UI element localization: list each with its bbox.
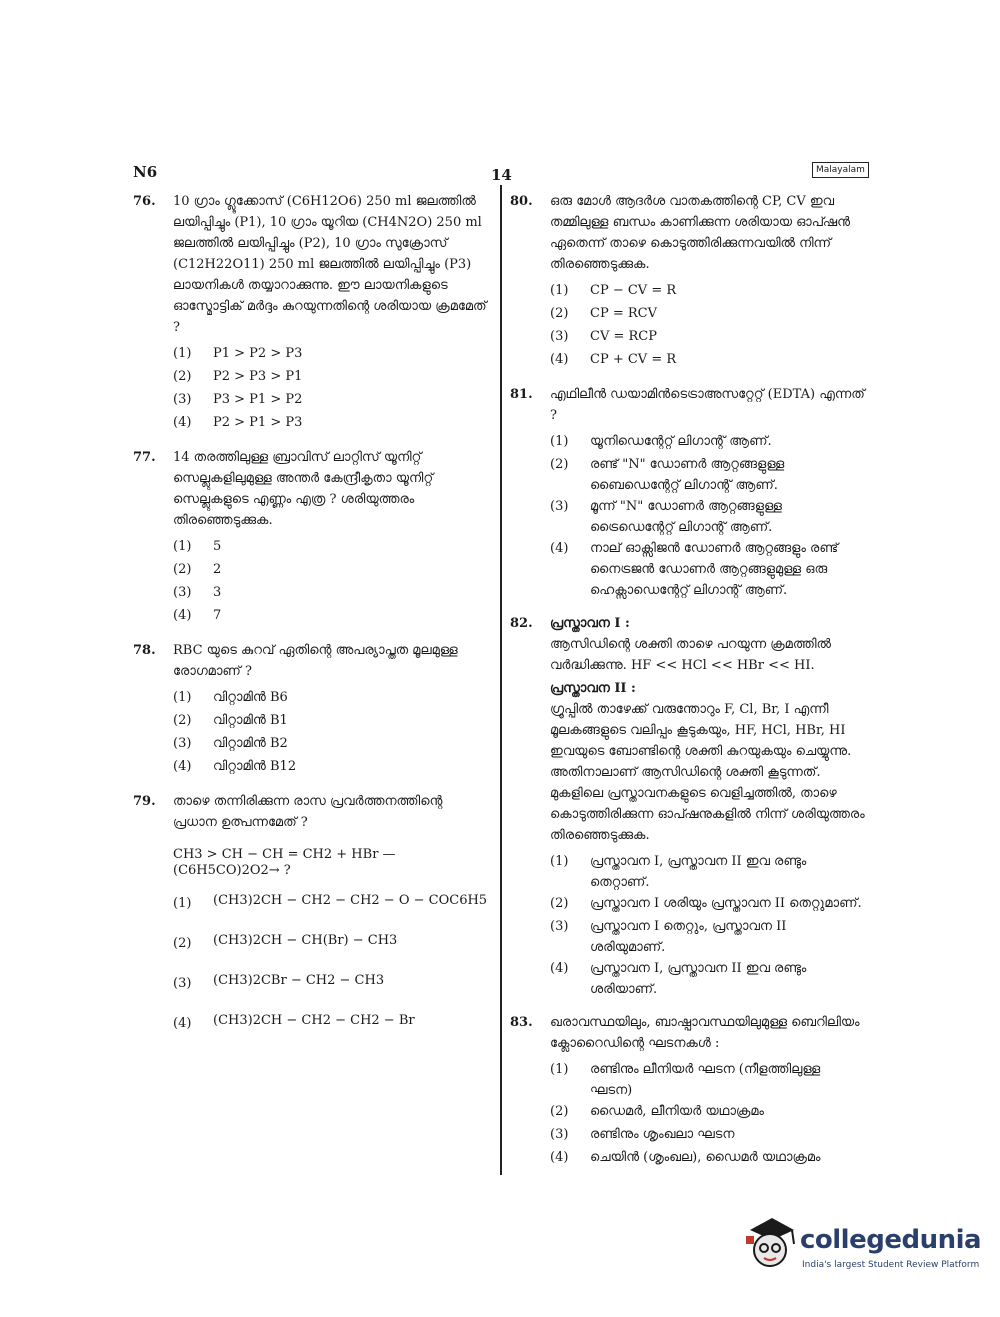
option-number: (1) (173, 539, 192, 554)
question-78 (133, 640, 488, 779)
statement-2-text: ഗ്രൂപ്പിൽ താഴേക്ക് വരുന്തോറും F, Cl, Br, I എന്നീ മൂലകങ്ങളുടെ വലിപ്പം കൂടുകയും, HF, HCl, HBr, HI ഇവയുടെ ബോണ്ടിന്റെ ശക്തി കുറയുകയും ചെയ്യുന്നു. അതിനാലാണ് ആസിഡിന്റെ ശക്തി കൂടുന്നത്. (550, 702, 852, 780)
question-text: താഴെ തന്നിരിക്കുന്ന രാസ പ്രവർത്തനത്തിന്റെ പ്രധാന ഉത്പന്നമേത് ? (173, 794, 443, 830)
option-text: രണ്ടിനും ലീനിയർ ഘടന (നീളത്തിലുള്ള ഘടന) (590, 1062, 821, 1098)
option-number: (3) (550, 919, 569, 934)
statement-1-text: ആസിഡിന്റെ ശക്തി താഴെ പറയുന്ന ക്രമത്തിൽ വർദ്ധിക്കുന്നു. HF << HCl << HBr << HI. (550, 637, 832, 673)
option-text: 2 (213, 562, 222, 577)
option-text: CP = RCV (590, 306, 657, 321)
question-number: 79. (133, 794, 156, 809)
option (173, 973, 488, 1013)
option-number: (4) (173, 759, 192, 774)
option-text: നാല് ഓക്സിജൻ ഡോണർ ആറ്റങ്ങളും രണ്ട് നൈട്രജൻ ഡോണർ ആറ്റങ്ങളുമുള്ള ഒരു ഹെക്സാഡെന്റേറ്റ് ലിഗാന്റ് ആണ്. (590, 541, 839, 598)
option-number: (4) (173, 415, 192, 430)
option-text: രണ്ട് "N" ഡോണർ ആറ്റങ്ങളുള്ള ബൈഡെന്റേറ്റ് ലിഗാന്റ് ആണ്. (590, 457, 785, 493)
question-number: 76. (133, 194, 156, 209)
option (550, 1147, 865, 1170)
option-number: (4) (550, 541, 569, 556)
option-number: (2) (173, 713, 192, 728)
question-82 (510, 613, 865, 1000)
option-number: (2) (173, 562, 192, 577)
option-number: (1) (550, 283, 569, 298)
option (173, 733, 488, 756)
option-text: മൂന്ന് "N" ഡോണർ ആറ്റങ്ങളുള്ള ട്രൈഡെന്റേറ്റ് ലിഗാന്റ് ആണ്. (590, 499, 782, 535)
question-76 (133, 191, 488, 435)
option-number: (3) (173, 585, 192, 600)
option-text: CP + CV = R (590, 352, 677, 367)
option-text: P2 > P1 > P3 (213, 415, 303, 430)
option-number: (1) (550, 434, 569, 449)
page-number: 14 (491, 166, 512, 184)
option-number: (2) (550, 1104, 569, 1119)
option-number: (3) (173, 392, 192, 407)
option (550, 303, 865, 326)
option (173, 1013, 488, 1053)
option-text: 3 (213, 585, 222, 600)
question-79 (133, 791, 488, 1053)
option (173, 893, 488, 933)
option (550, 893, 865, 916)
option-number: (1) (550, 854, 569, 869)
option-number: (3) (550, 329, 569, 344)
option (550, 851, 865, 893)
option-text: ചെയിൻ (ശൃംഖല), ഡൈമർ യഥാക്രമം (590, 1150, 821, 1165)
option (173, 710, 488, 733)
option-text: (CH3)2CBr − CH2 − CH3 (213, 973, 385, 988)
option (173, 366, 488, 389)
option (550, 496, 865, 538)
option-number: (1) (550, 1062, 569, 1077)
option-text: പ്രസ്താവന I തെറ്റും, പ്രസ്താവന II ശരിയുമാണ്. (590, 919, 787, 955)
option (173, 582, 488, 605)
option (173, 756, 488, 779)
brand-tagline: India's largest Student Review Platform (802, 1260, 980, 1270)
question-number: 83. (510, 1015, 533, 1030)
question-text: RBC യുടെ കുറവ് ഏതിന്റെ അപര്യാപ്തത മൂലമുള്ള രോഗമാണ് ? (173, 643, 458, 679)
option-number: (4) (550, 961, 569, 976)
question-text: 10 ഗ്രാം ഗ്ലൂക്കോസ് (C6H12O6) 250 ml ജലത്തിൽ ലയിപ്പിച്ചും (P1), 10 ഗ്രാം യൂറിയ (CH4N2O) 250 ml ജലത്തിൽ ലയിപ്പിച്ചും (P2), 10 ഗ്രാം സുക്രോസ് (C12H22O11) 250 ml ജലത്തിൽ ലയിപ്പിച്ചും (P3) ലായനികൾ തയ്യാറാക്കുന്നു. ഈ ലായനികളുടെ ഓസ്മോട്ടിക് മർദ്ദം കുറയുന്നതിന്റെ ശരിയായ ക്രമമേത് ? (173, 194, 487, 335)
option-number: (2) (550, 457, 569, 472)
right-column (510, 191, 865, 1182)
option-text: (CH3)2CH − CH(Br) − CH3 (213, 933, 398, 948)
option (550, 958, 865, 1000)
option (550, 280, 865, 303)
option-number: (1) (173, 896, 192, 911)
option (550, 431, 865, 454)
option (550, 1059, 865, 1101)
option (550, 326, 865, 349)
statement-1-label: പ്രസ്താവന I : (550, 616, 630, 631)
option (550, 349, 865, 372)
option-number: (4) (173, 608, 192, 623)
option-number: (1) (173, 346, 192, 361)
instruction-text: മുകളിലെ പ്രസ്താവനകളുടെ വെളിച്ചത്തിൽ, താഴെ കൊടുത്തിരിക്കുന്ന ഓപ്ഷനുകളിൽ നിന്ന് ശരിയുത്തരം തിരഞ്ഞെടുക്കുക. (550, 786, 865, 843)
statement-2-label: പ്രസ്താവന II : (550, 681, 636, 696)
option (550, 538, 865, 601)
option-text: 5 (213, 539, 222, 554)
option-number: (3) (550, 1127, 569, 1142)
option-text: വിറ്റാമിൻ B6 (213, 690, 288, 705)
option (173, 933, 488, 973)
brand-name: collegedunia (800, 1225, 982, 1255)
option-number: (3) (550, 499, 569, 514)
option-text: P2 > P3 > P1 (213, 369, 303, 384)
option-text: വിറ്റാമിൻ B1 (213, 713, 288, 728)
option-text: രണ്ടിനും ശൃംഖലാ ഘടന (590, 1127, 735, 1142)
paper-code: N6 (133, 163, 158, 181)
option (550, 454, 865, 496)
option-text: CV = RCP (590, 329, 657, 344)
option (173, 687, 488, 710)
question-text: ഒരു മോൾ ആദർശ വാതകത്തിന്റെ CP, CV ഇവ തമ്മിലുള്ള ബന്ധം കാണിക്കുന്ന ശരിയായ ഓപ്ഷൻ ഏതെന്ന് താഴെ കൊടുത്തിരിക്കുന്നവയിൽ നിന്ന് തിരഞ്ഞെടുക്കുക. (550, 194, 851, 272)
option-number: (3) (173, 736, 192, 751)
option-number: (2) (173, 936, 192, 951)
option (173, 536, 488, 559)
question-number: 81. (510, 387, 533, 402)
option-number: (4) (173, 1016, 192, 1031)
option-text: CP − CV = R (590, 283, 677, 298)
option-number: (2) (550, 306, 569, 321)
option (173, 412, 488, 435)
option-number: (2) (173, 369, 192, 384)
option-text: പ്രസ്താവന I, പ്രസ്താവന II ഇവ രണ്ടും ശരിയാണ്. (590, 961, 807, 997)
option-text: പ്രസ്താവന I, പ്രസ്താവന II ഇവ രണ്ടും തെറ്റാണ്. (590, 854, 807, 890)
option (173, 343, 488, 366)
question-81 (510, 384, 865, 601)
option-text: വിറ്റാമിൻ B12 (213, 759, 297, 774)
language-badge: Malayalam (812, 162, 869, 178)
option-text: വിറ്റാമിൻ B2 (213, 736, 288, 751)
question-text: എഥിലീൻ ഡയാമിൻടെട്രാഅസറ്റേറ്റ് (EDTA) എന്നത് ? (550, 387, 865, 423)
option (550, 916, 865, 958)
option-text: (CH3)2CH − CH2 − CH2 − O − COC6H5 (213, 893, 488, 908)
option-text: ഡൈമർ, ലീനിയർ യഥാക്രമം (590, 1104, 764, 1119)
option-text: P1 > P2 > P3 (213, 346, 303, 361)
option-text: പ്രസ്താവന I ശരിയും പ്രസ്താവന II തെറ്റുമാണ്. (590, 896, 862, 911)
option-number: (3) (173, 976, 192, 991)
option-text: P3 > P1 > P2 (213, 392, 303, 407)
question-number: 77. (133, 450, 156, 465)
question-number: 80. (510, 194, 533, 209)
option (173, 559, 488, 582)
question-80 (510, 191, 865, 372)
reaction-equation: CH3 > CH − CH = CH2 + HBr —(C6H5CO)2O2→ ? (173, 847, 396, 878)
question-77 (133, 447, 488, 628)
collegedunia-mascot-icon (742, 1212, 800, 1274)
option (550, 1124, 865, 1147)
option-text: യൂനിഡെന്റേറ്റ് ലിഗാന്റ് ആണ്. (590, 434, 772, 449)
column-divider (500, 185, 502, 1175)
question-number: 82. (510, 616, 533, 631)
option-text: 7 (213, 608, 222, 623)
option (173, 605, 488, 628)
option-number: (2) (550, 896, 569, 911)
option-number: (4) (550, 1150, 569, 1165)
option-text: (CH3)2CH − CH2 − CH2 − Br (213, 1013, 415, 1028)
option-number: (1) (173, 690, 192, 705)
option (550, 1101, 865, 1124)
left-column (133, 191, 488, 1065)
question-number: 78. (133, 643, 156, 658)
question-text: 14 തരത്തിലുള്ള ബ്രാവിസ് ലാറ്റിസ് യൂനിറ്റ് സെല്ലുകളിലുമുള്ള അന്തർ കേന്ദ്രീകൃതാ യൂനിറ്റ് സെല്ലുകളുടെ എണ്ണം എത്ര ? ശരിയുത്തരം തിരഞ്ഞെടുക്കുക. (173, 450, 434, 528)
question-text: ഖരാവസ്ഥയിലും, ബാഷ്പാവസ്ഥയിലുമുള്ള ബെറിലിയം ക്ലോറൈഡിന്റെ ഘടനകൾ : (550, 1015, 860, 1051)
option (173, 389, 488, 412)
option-number: (4) (550, 352, 569, 367)
question-83 (510, 1012, 865, 1170)
